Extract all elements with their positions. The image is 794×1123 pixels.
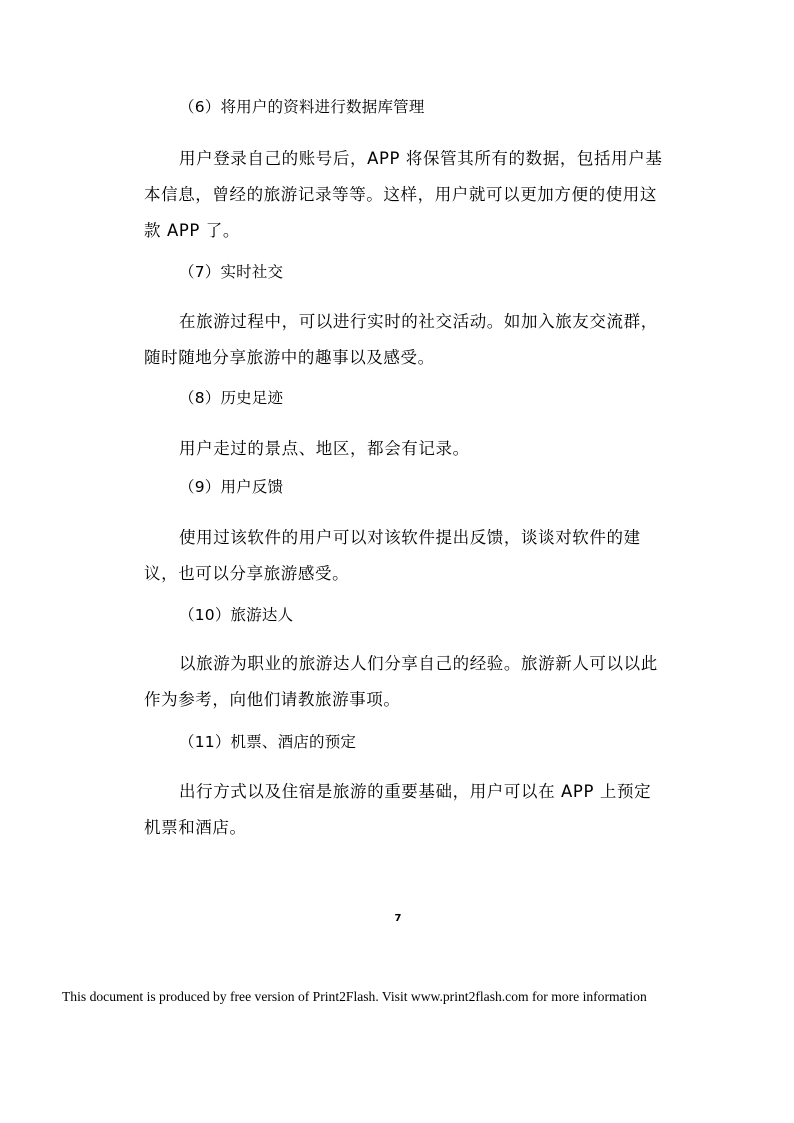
section-body-9: 使用过该软件的用户可以对该软件提出反馈，谈谈对软件的建议，也可以分享旅游感受。: [144, 528, 641, 583]
page-number: 7: [394, 913, 402, 924]
print2flash-footer: This document is produced by free version of Print2Flash. Visit www.print2flash.com for more information: [62, 989, 647, 1004]
section-heading-11: （11）机票、酒店的预定: [179, 733, 357, 751]
section-body-8: 用户走过的景点、地区，都会有记录。: [179, 439, 470, 458]
section-heading-7: （7）实时社交: [179, 263, 284, 281]
section-heading-6: （6）将用户的资料进行数据库管理: [179, 98, 425, 116]
section-body-10: 以旅游为职业的旅游达人们分享自己的经验。旅游新人可以以此作为参考，向他们请教旅游事项。: [144, 654, 658, 709]
section-body-11: 出行方式以及住宿是旅游的重要基础，用户可以在 APP 上预定机票和酒店。: [144, 782, 652, 837]
section-heading-10: （10）旅游达人: [179, 606, 294, 624]
section-heading-9: （9）用户反馈: [179, 478, 284, 496]
section-body-7: 在旅游过程中，可以进行实时的社交活动。如加入旅友交流群，随时随地分享旅游中的趣事以及感受。: [144, 312, 658, 367]
section-body-6: 用户登录自己的账号后，APP 将保管其所有的数据，包括用户基本信息，曾经的旅游记录等等。这样，用户就可以更加方便的使用这款 APP 了。: [144, 149, 663, 240]
section-heading-8: （8）历史足迹: [179, 389, 284, 407]
